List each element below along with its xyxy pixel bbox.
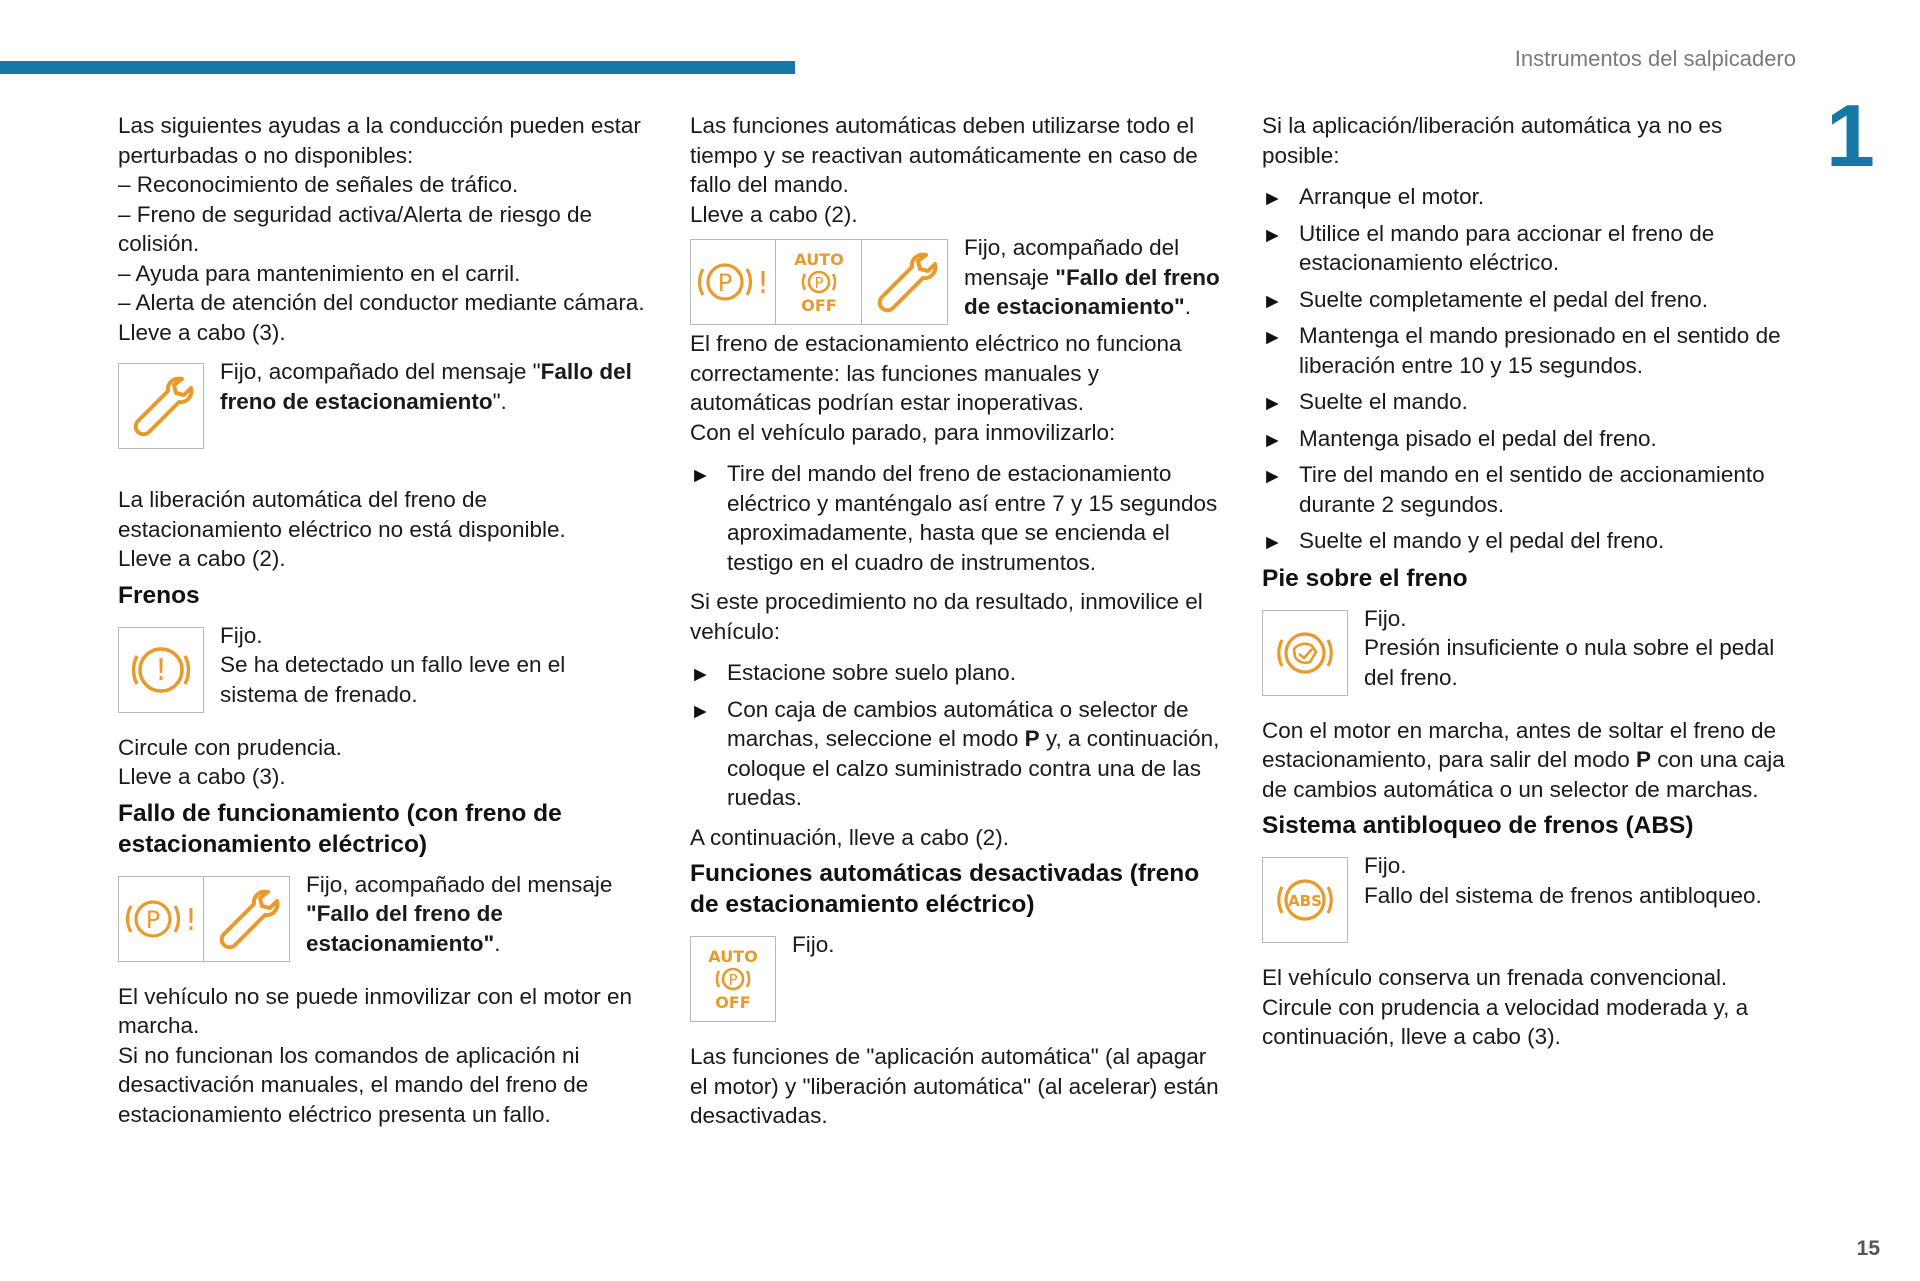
- exclamation-glyph: !: [756, 266, 770, 301]
- brake-warning-icon: [118, 627, 204, 713]
- fallo-heading: Fallo de funcionamiento (con freno de estacionamiento eléctrico): [118, 799, 562, 858]
- icon-group: [118, 627, 204, 713]
- caution-text: Circule con prudencia.: [118, 734, 342, 760]
- fixed-label: Fijo.: [1364, 605, 1407, 631]
- step-text: Suelte el mando y el pedal del freno.: [1299, 528, 1665, 553]
- auto-off-icon: [690, 936, 776, 1022]
- exclamation-glyph: !: [184, 902, 198, 938]
- driving-aid-item: – Alerta de atención del conductor mediante cámara.: [118, 290, 645, 315]
- fixed-label: Fijo.: [1364, 853, 1407, 878]
- arrow-icon: ►: [1262, 531, 1283, 554]
- icon-group: [118, 876, 290, 962]
- wrench-warning-row: [118, 357, 648, 449]
- park-p-glyph: P: [728, 971, 738, 989]
- foot-on-brake-desc: Presión insuficiente o nula sobre el pedal del freno.: [1364, 635, 1775, 690]
- brake-warning-text: [220, 621, 648, 710]
- list-item: [1262, 321, 1792, 380]
- bold-message: "Fallo del freno de estacionamiento": [306, 901, 503, 956]
- epb-auto-fault-row: [690, 233, 1220, 325]
- bold-message: Fallo del freno de estacionamiento: [220, 359, 632, 414]
- foot-on-brake-text: [1364, 604, 1792, 693]
- abs-heading: Sistema antibloqueo de frenos (ABS): [1262, 812, 1694, 839]
- driving-aid-item: – Ayuda para mantenimiento en el carril.: [118, 260, 521, 286]
- park-p-glyph: P: [813, 274, 824, 292]
- off-label: OFF: [715, 993, 751, 1012]
- immobilize-steps: [690, 459, 1220, 577]
- arrow-icon: ►: [1262, 223, 1283, 247]
- exclamation-glyph: !: [154, 652, 168, 688]
- step-text: Tire del mando en el sentido de accionamiento durante 2 segundos.: [1299, 462, 1765, 517]
- auto-label: AUTO: [793, 250, 844, 269]
- arrow-icon: ►: [1262, 187, 1283, 210]
- action-text: Lleve a cabo (2).: [118, 546, 286, 571]
- park-p-glyph: P: [145, 905, 161, 934]
- page-number: 15: [1856, 1237, 1880, 1260]
- step-text: Estacione sobre suelo plano.: [727, 660, 1016, 685]
- fallback-steps: [690, 658, 1220, 813]
- epb-auto-fault-text: [964, 233, 1220, 322]
- icon-group: [690, 239, 948, 325]
- abs-label: ABS: [1288, 892, 1322, 910]
- list-item: [1262, 424, 1792, 454]
- text-fragment: Fijo, acompañado del mensaje: [306, 871, 613, 897]
- abs-caution-text: Circule con prudencia a velocidad moderada y, a continuación, lleve a cabo (3).: [1262, 994, 1749, 1049]
- step-text: Suelte completamente el pedal del freno.: [1299, 286, 1709, 312]
- then-text: A continuación, lleve a cabo (2).: [690, 824, 1009, 850]
- text-fragment: Con el motor en marcha, antes de soltar el freno de estacionamiento, para salir del modo: [1262, 717, 1777, 772]
- step-text: y, a continuación, coloque el calzo suministrado contra una de las ruedas.: [727, 726, 1220, 810]
- step-text: Utilice el mando para accionar el freno de estacionamiento eléctrico.: [1299, 220, 1715, 275]
- action-text: Lleve a cabo (3).: [118, 764, 286, 789]
- park-p-glyph: P: [717, 269, 733, 297]
- foot-on-brake-heading: Pie sobre el freno: [1262, 564, 1468, 592]
- release-unavailable-text: La liberación automática del freno de estacionamiento eléctrico no está disponible.: [118, 487, 566, 542]
- list-item: [1262, 285, 1792, 315]
- icon-group: [690, 936, 776, 1022]
- immobilize-text: El vehículo no se puede inmovilizar con el motor en marcha.: [118, 983, 633, 1038]
- foot-on-brake-row: [1262, 604, 1792, 696]
- auto-functions-text: Las funciones automáticas deben utilizarse todo el tiempo y se reactivan automáticamente en caso de fallo del mando.: [690, 113, 1198, 197]
- step-text: Mantenga el mando presionado en el sentido de liberación entre 10 y 15 segundos.: [1299, 323, 1781, 378]
- column-middle: [690, 111, 1220, 1131]
- abs-row: [1262, 851, 1792, 943]
- auto-release-intro: Si la aplicación/liberación automática ya no es posible:: [1262, 113, 1723, 168]
- arrow-icon: ►: [690, 699, 711, 723]
- off-label: OFF: [800, 296, 837, 315]
- list-item: [1262, 219, 1792, 278]
- arrow-icon: ►: [1262, 392, 1283, 415]
- commands-fault-text: Si no funcionan los comandos de aplicación ni desactivación manuales, el mando del freno de estacionamiento eléctrico presenta un fallo.: [118, 1042, 589, 1127]
- action-text: Lleve a cabo (3).: [118, 319, 286, 345]
- arrow-icon: ►: [1262, 289, 1283, 313]
- action-text: Lleve a cabo (2).: [690, 201, 858, 227]
- driving-aids-intro: Las siguientes ayudas a la conducción pueden estar perturbadas o no disponibles:: [118, 113, 641, 168]
- icon-group: [118, 363, 204, 449]
- list-item: [1262, 182, 1792, 212]
- text-fragment: ".: [492, 388, 507, 414]
- epb-malfunction-text: El freno de estacionamiento eléctrico no funciona correctamente: las funciones manuales y automáticas podrían estar inoperativas.: [690, 331, 1182, 415]
- auto-off-text: [792, 930, 1220, 960]
- text-fragment: .: [1184, 294, 1191, 319]
- foot-on-brake-icon: [1262, 610, 1348, 696]
- step-text: Mantenga pisado el pedal del freno.: [1299, 425, 1657, 451]
- icon-group: [1262, 857, 1348, 943]
- parked-text: Con el vehículo parado, para inmovilizarlo:: [690, 419, 1116, 445]
- arrow-icon: ►: [690, 663, 711, 686]
- fixed-label: Fijo.: [792, 932, 835, 957]
- text-fragment: Fijo, acompañado del mensaje ": [220, 359, 541, 384]
- abs-conventional-text: El vehículo conserva un frenada convencional.: [1262, 965, 1728, 990]
- brake-warning-row: [118, 621, 648, 713]
- list-item: [690, 695, 1220, 813]
- driving-aid-item: – Reconocimiento de señales de tráfico.: [118, 172, 519, 197]
- list-item: [1262, 526, 1792, 556]
- arrow-icon: ►: [1262, 465, 1283, 488]
- abs-text: [1364, 851, 1792, 910]
- auto-off-row: [690, 930, 1220, 1022]
- mode-p: P: [1635, 747, 1651, 772]
- text-fragment: con una caja de cambios automática o un selector de marchas.: [1262, 747, 1785, 802]
- frenos-heading: Frenos: [118, 581, 200, 609]
- wrench-icon: [118, 363, 204, 449]
- epb-fault-row: [118, 870, 648, 962]
- engine-running-text: [1262, 716, 1792, 805]
- wrench-icon: [862, 239, 948, 325]
- wrench-icon: [204, 876, 290, 962]
- auto-off-icon: [776, 239, 862, 325]
- step-text: Tire del mando del freno de estacionamiento eléctrico y manténgalo así entre 7 y 15 segundos aproximadamente, hasta que se encienda el testigo en el cuadro de instrumentos.: [727, 461, 1218, 575]
- column-right: [1262, 111, 1792, 1052]
- parking-brake-fault-icon: [118, 876, 204, 962]
- auto-off-heading: Funciones automáticas desactivadas (freno de estacionamiento eléctrico): [690, 860, 1200, 918]
- auto-label: AUTO: [708, 947, 758, 966]
- list-item: [690, 459, 1220, 577]
- abs-icon: [1262, 857, 1348, 943]
- bold-message: "Fallo del freno de estacionamiento": [964, 264, 1220, 319]
- chapter-number: 1: [1826, 86, 1875, 185]
- abs-desc: Fallo del sistema de frenos antibloqueo.: [1364, 882, 1762, 908]
- wrench-warning-text: [220, 357, 648, 416]
- arrow-icon: ►: [690, 464, 711, 487]
- epb-fault-text: [306, 870, 648, 959]
- step-text: Suelte el mando.: [1299, 389, 1468, 414]
- section-title: Instrumentos del salpicadero: [1514, 46, 1796, 71]
- list-item: [1262, 460, 1792, 519]
- list-item: [690, 658, 1220, 688]
- column-left: [118, 111, 648, 1129]
- parking-brake-fault-icon: [690, 239, 776, 325]
- auto-release-steps: [1262, 182, 1792, 556]
- text-fragment: .: [494, 930, 501, 956]
- icon-group: [1262, 610, 1348, 696]
- driving-aid-item: – Freno de seguridad activa/Alerta de riesgo de colisión.: [118, 201, 593, 256]
- step-text: Con caja de cambios automática o selector de marchas, seleccione el modo: [727, 696, 1189, 751]
- arrow-icon: ►: [1262, 428, 1283, 452]
- if-fail-text: Si este procedimiento no da resultado, inmovilice el vehículo:: [690, 589, 1203, 644]
- step-text: Arranque el motor.: [1299, 184, 1485, 209]
- mode-p: P: [1024, 726, 1040, 751]
- fixed-label: Fijo.: [220, 622, 263, 648]
- brake-warning-desc: Se ha detectado un fallo leve en el sistema de frenado.: [220, 652, 566, 707]
- list-item: [1262, 387, 1792, 417]
- arrow-icon: ►: [1262, 326, 1283, 349]
- auto-off-desc: Las funciones de "aplicación automática" (al apagar el motor) y "liberación automática" (al acelerar) están desactivadas.: [690, 1044, 1219, 1128]
- header-accent-bar: [0, 61, 795, 74]
- text-fragment: Fijo, acompañado del mensaje: [964, 235, 1180, 290]
